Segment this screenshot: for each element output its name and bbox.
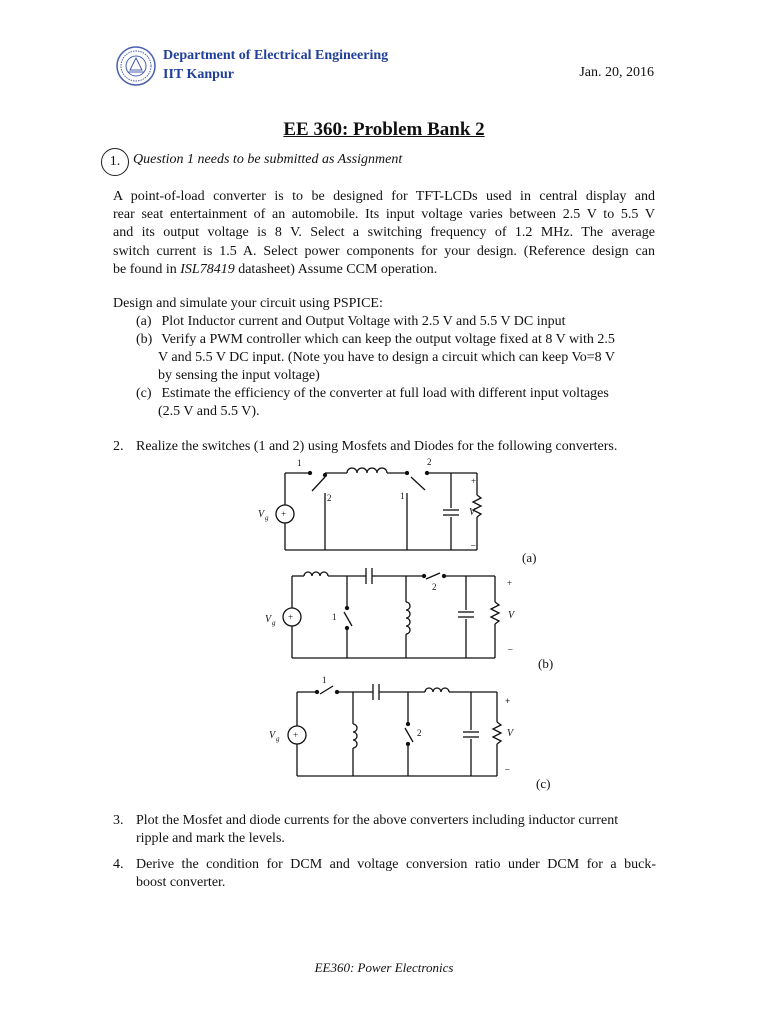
switch-2-label: 2: [327, 493, 332, 503]
question-2-text: Realize the switches (1 and 2) using Mosfets and Diodes for the following converters.: [136, 439, 618, 454]
subitem-label: (c): [136, 386, 152, 401]
para-text: datasheet) Assume CCM operation.: [234, 261, 438, 277]
source-sub: g: [276, 735, 280, 743]
question-3-text: ripple and mark the levels.: [136, 831, 285, 846]
question-4-text: Derive the condition for DCM and voltage conversion ratio under DCM for a buck-: [136, 857, 656, 872]
source-plus: +: [281, 509, 287, 519]
subitem-text: V and 5.5 V DC input. (Note you have to design a circuit which can keep Vo=8 V: [158, 350, 615, 365]
circuit-c-diagram: [265, 672, 525, 780]
subitem-a: [136, 313, 656, 331]
output-plus: +: [505, 696, 511, 706]
output-plus: +: [471, 476, 477, 486]
para-line: switch current is 1.5 A. Select power components for your design. (Reference design can: [113, 243, 655, 259]
department-name: Department of Electrical Engineering: [163, 48, 389, 63]
output-label: V: [469, 507, 476, 518]
design-intro: Design and simulate your circuit using PSPICE:: [113, 296, 383, 311]
source-label: V: [269, 730, 276, 741]
subitem-label: (b): [136, 332, 153, 347]
switch-2-label: 2: [417, 728, 422, 738]
datasheet-name: ISL78419: [180, 261, 235, 277]
para-line: and its output voltage is 8 V. Select a switching frequency of 1.2 MHz. The average: [113, 225, 655, 241]
institute-name: IIT Kanpur: [163, 67, 234, 82]
subitem-c: [136, 385, 656, 403]
output-plus: +: [507, 578, 513, 588]
question-3-number: 3.: [113, 813, 124, 828]
question-1-note: Question 1 needs to be submitted as Assignment: [133, 152, 403, 167]
subitem-label: (a): [136, 314, 152, 329]
output-label: V: [508, 610, 515, 621]
output-minus: –: [505, 764, 510, 774]
subitem-text: Verify a PWM controller which can keep the output voltage fixed at 8 V with 2.5: [161, 332, 615, 347]
page-title: EE 360: Problem Bank 2: [283, 119, 485, 140]
para-line-last: [113, 261, 655, 279]
page-footer: EE360: Power Electronics: [314, 960, 454, 975]
circuit-b-diagram: [262, 566, 522, 664]
circuit-a-diagram: [255, 455, 490, 555]
subitem-text: Plot Inductor current and Output Voltage with 2.5 V and 5.5 V DC input: [161, 314, 566, 329]
question-4-text: boost converter.: [136, 875, 226, 890]
switch-1-label: 1: [400, 491, 405, 501]
question-1-number: 1.: [101, 148, 129, 176]
para-line: A point-of-load converter is to be designed for TFT-LCDs used in central display and: [113, 189, 655, 204]
switch-1-label: 1: [322, 675, 327, 685]
question-4-number: 4.: [113, 857, 124, 872]
circuit-a-caption: (a): [522, 550, 537, 565]
para-line: rear seat entertainment of an automobile. Its input voltage varies between 2.5 V to 5.5 V: [113, 207, 655, 223]
source-plus: +: [293, 730, 299, 740]
circuit-b-caption: (b): [538, 656, 554, 671]
source-label: V: [265, 614, 272, 625]
subitem-b: [136, 331, 656, 349]
subitem-text: by sensing the input voltage): [158, 368, 320, 383]
circuit-c-caption: (c): [536, 776, 551, 791]
document-date: Jan. 20, 2016: [579, 65, 654, 80]
switch-1-label: 1: [297, 458, 302, 468]
switch-1-label: 1: [332, 612, 337, 622]
source-sub: g: [265, 514, 269, 522]
department-header: [163, 46, 388, 84]
switch-2-label: 2: [432, 582, 437, 592]
source-plus: +: [288, 612, 294, 622]
source-label: V: [258, 509, 265, 520]
source-sub: g: [272, 619, 276, 627]
question-3-text: Plot the Mosfet and diode currents for the above converters including inductor current: [136, 813, 619, 828]
iit-kanpur-seal-icon: [116, 46, 156, 86]
output-label: V: [507, 728, 514, 739]
switch-2-label: 2: [427, 457, 432, 467]
subitem-text: (2.5 V and 5.5 V).: [158, 404, 260, 419]
para-text: be found in: [113, 261, 181, 277]
output-minus: –: [471, 540, 476, 550]
question-1-paragraph: [113, 188, 655, 279]
output-minus: –: [508, 644, 513, 654]
question-2-number: 2.: [113, 439, 124, 454]
subitem-text: Estimate the efficiency of the converter at full load with different input voltages: [161, 386, 609, 401]
